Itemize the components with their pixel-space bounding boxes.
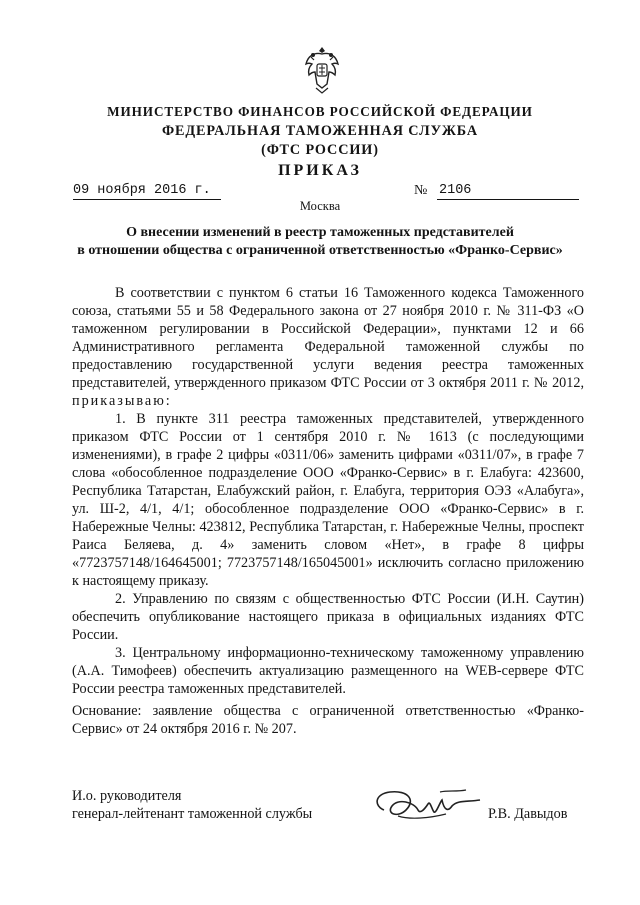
coat-of-arms-emblem	[302, 44, 342, 96]
handwritten-signature	[370, 780, 485, 830]
order-number-sign: №	[414, 183, 428, 198]
item-3-paragraph: 3. Центральному информационно-техническому таможенному управлению (А.А. Тимофеев) обеспечить актуализацию размещенного на WEB-сервере ФТС России реестра таможенных представителей.	[72, 645, 584, 697]
basis-text: Основание: заявление общества с ограниченной ответственностью «Франко-Сервис» от 24 октября 2016 г. № 207.	[72, 703, 584, 737]
preamble-paragraph	[72, 284, 584, 410]
order-number: 2106	[437, 183, 579, 200]
preamble-text: В соответствии с пунктом 6 статьи 16 Таможенного кодекса Таможенного союза, статьями 55 и 58 Федерального закона от 27 ноября 2010 г. № 311-ФЗ «О таможенном регулировании в Российской Федерации», пунктами 12 и 66 Административного регламента Федеральной таможенной службы по предоставлению государственной услуги ведения реестра таможенных представителей, утвержденного приказом ФТС России от 3 октября 2011 г. № 2012,	[72, 285, 584, 391]
signatory-position-line2: генерал-лейтенант таможенной службы	[72, 806, 313, 822]
signatory-position	[72, 787, 312, 823]
order-title-line2: в отношении общества с ограниченной ответственностью «Франко-Сервис»	[77, 243, 563, 258]
item-1-paragraph: 1. В пункте 311 реестра таможенных представителей, утвержденного приказом ФТС России от 1 сентября 2010 г. № 1613 (с последующими изменениями), в графе 2 цифры «0311/06» заменить цифрами «0311/07», в графе 7 слова «обособленное подразделение ООО «Франко-Сервис» в г. Елабуга: 423600, Республика Татарстан, Елабужский район, г. Елабуга, территория ОЭЗ «Алабуга», ул. Ш-2, 4/1, 4/1; обособленное подразделение ООО «Франко-Сервис» в г. Набережные Челны: 423812, Республика Татарстан, г. Набережные Челны, проспект Раиса Беляева, д. 4» заменить словом «Нет», в графе 8 цифры «7723757148/164645001; 7723757148/165045001» исключить согласно приложению к настоящему приказу.	[72, 411, 584, 589]
order-title	[0, 224, 640, 260]
ministry-name: МИНИСТЕРСТВО ФИНАНСОВ РОССИЙСКОЙ ФЕДЕРАЦИИ	[107, 104, 533, 119]
service-abbreviation: (ФТС РОССИИ)	[261, 142, 379, 158]
order-title-line1: О внесении изменений в реестр таможенных представителей	[126, 225, 514, 240]
order-date: 09 ноября 2016 г.	[73, 183, 221, 200]
basis-section	[72, 702, 584, 738]
item-2-paragraph: 2. Управлению по связям с общественностью ФТС России (И.Н. Саутин) обеспечить опубликование настоящего приказа в официальных изданиях ФТС России.	[72, 591, 584, 643]
service-name: ФЕДЕРАЛЬНАЯ ТАМОЖЕННАЯ СЛУЖБА	[161, 123, 479, 139]
document-type: ПРИКАЗ	[278, 162, 362, 179]
order-body	[72, 284, 584, 698]
signatory-name: Р.В. Давыдов	[488, 806, 568, 822]
issue-city: Москва	[299, 199, 341, 213]
signatory-position-line1: И.о. руководителя	[72, 788, 182, 804]
command-word: приказываю:	[72, 393, 172, 409]
